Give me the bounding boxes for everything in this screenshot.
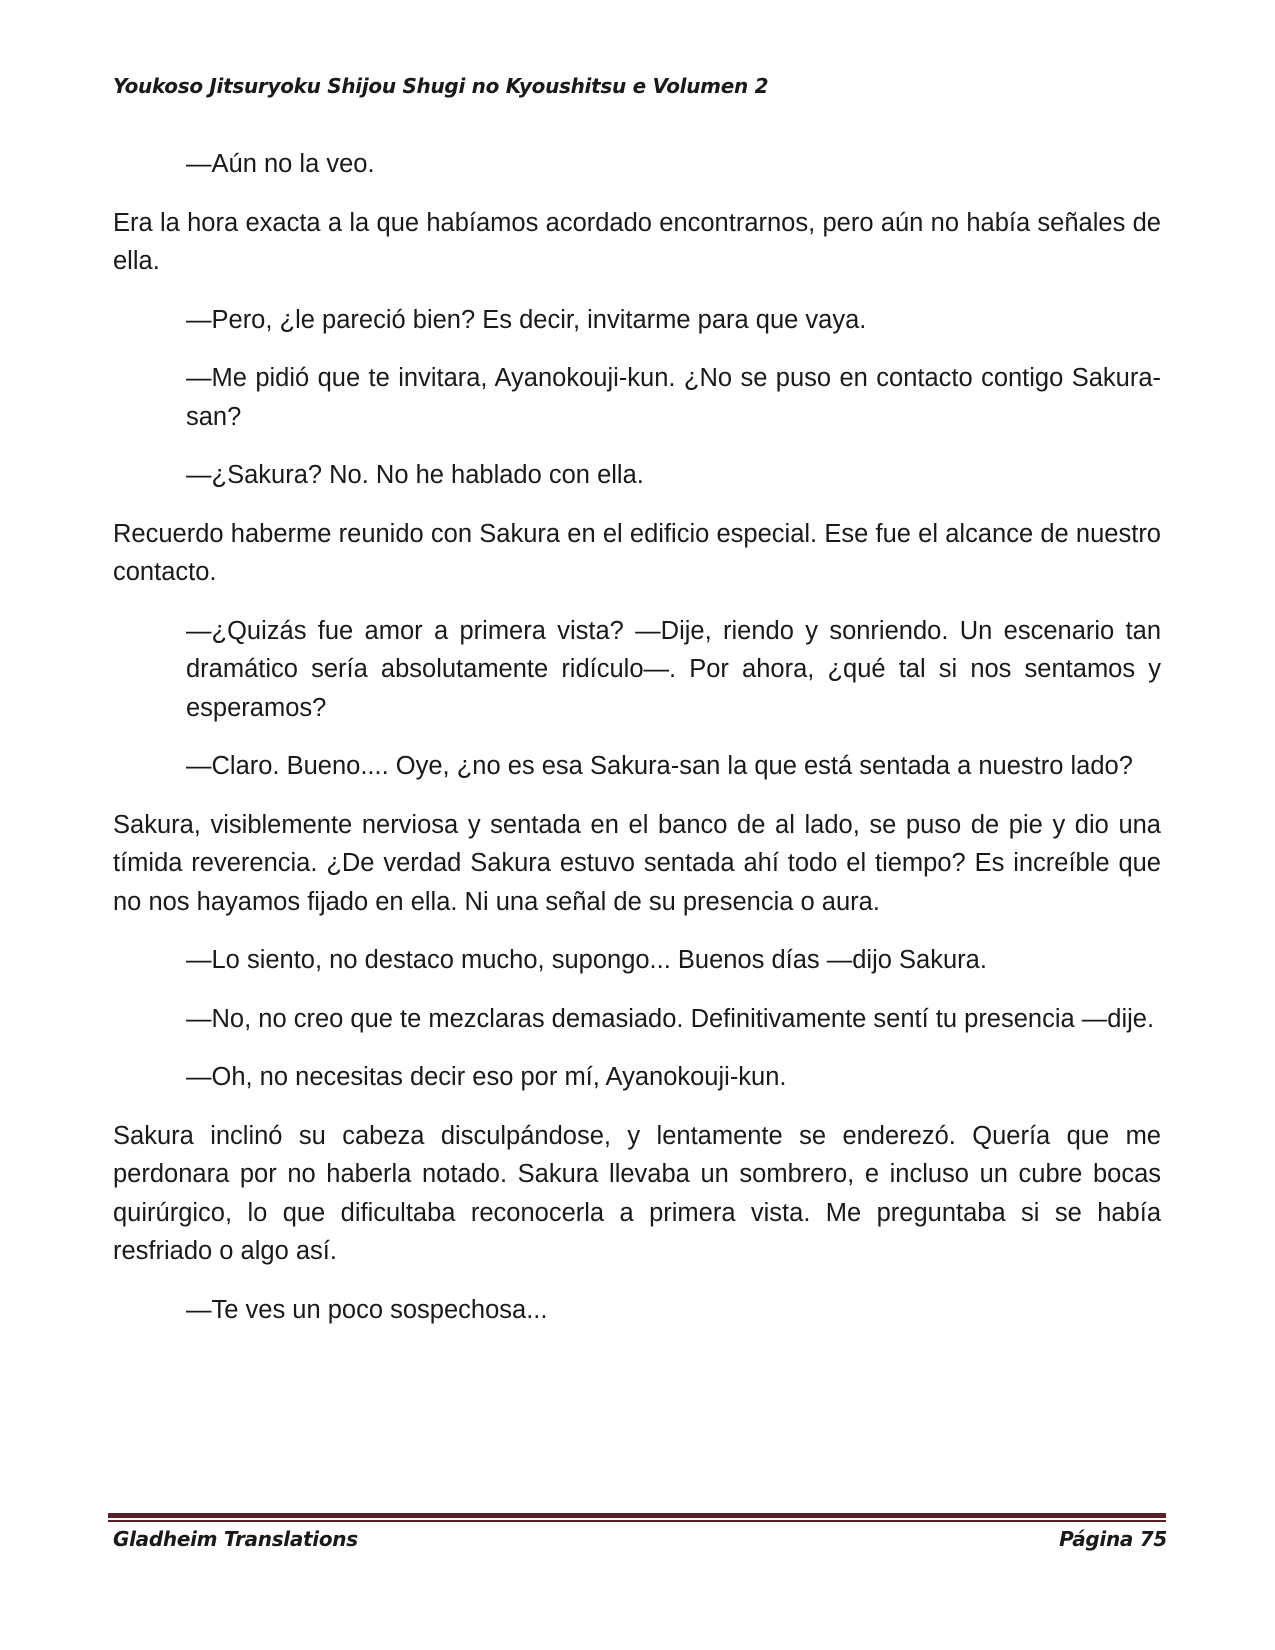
paragraph-narration: Sakura, visiblemente nerviosa y sentada en el banco de al lado, se puso de pie y dio una tímida reverencia. ¿De verdad Sakura estuvo sentada ahí todo el tiempo? Es increíble que no nos hayamos fijado en ella. Ni una señal de su presencia o aura. [113, 810, 1161, 916]
paragraph-dialog: —¿Sakura? No. No he hablado con ella. [186, 461, 644, 489]
paragraph-dialog: —Lo siento, no destaco mucho, supongo... Buenos días —dijo Sakura. [186, 946, 987, 974]
paragraph-dialog: —No, no creo que te mezclaras demasiado. Definitivamente sentí tu presencia —dije. [186, 1004, 1155, 1033]
footer-translator-credit: Gladheim Translations [113, 1527, 358, 1551]
footer-divider [108, 1513, 1166, 1523]
footer-divider-thin [108, 1520, 1166, 1522]
footer-divider-thick [108, 1513, 1166, 1518]
paragraph-dialog: —Pero, ¿le pareció bien? Es decir, invitarme para que vaya. [186, 305, 867, 334]
paragraph-dialog: —Aún no la veo. [186, 150, 375, 178]
paragraph-dialog: —Oh, no necesitas decir eso por mí, Ayanokouji-kun. [186, 1063, 787, 1091]
paragraph-dialog: —Me pidió que te invitara, Ayanokouji-kun. ¿No se puso en contacto contigo Sakura-san? [186, 364, 1161, 431]
paragraph-dialog: —Te ves un poco sospechosa... [186, 1295, 548, 1324]
paragraph-narration: Recuerdo haberme reunido con Sakura en el edificio especial. Ese fue el alcance de nuestro contacto. [113, 519, 1161, 586]
paragraph-dialog: —Claro. Bueno.... Oye, ¿no es esa Sakura-san la que está sentada a nuestro lado? [186, 752, 1133, 780]
paragraph-dialog: —¿Quizás fue amor a primera vista? —Dije, riendo y sonriendo. Un escenario tan dramático sería absolutamente ridículo—. Por ahora, ¿qué tal si nos sentamos y esperamos? [186, 616, 1161, 722]
page-body [113, 145, 1161, 1349]
running-header-title: Youkoso Jitsuryoku Shijou Shugi no Kyoushitsu e Volumen 2 [113, 74, 769, 98]
footer-page-number: Página 75 [1059, 1527, 1167, 1551]
paragraph-narration: Era la hora exacta a la que habíamos acordado encontrarnos, pero aún no había señales de ella. [113, 208, 1161, 275]
paragraph-narration: Sakura inclinó su cabeza disculpándose, y lentamente se enderezó. Quería que me perdonara por no haberla notado. Sakura llevaba un sombrero, e incluso un cubre bocas quirúrgico, lo que dificultaba reconocerla a primera vista. Me preguntaba si se había resfriado o algo así. [113, 1121, 1161, 1265]
